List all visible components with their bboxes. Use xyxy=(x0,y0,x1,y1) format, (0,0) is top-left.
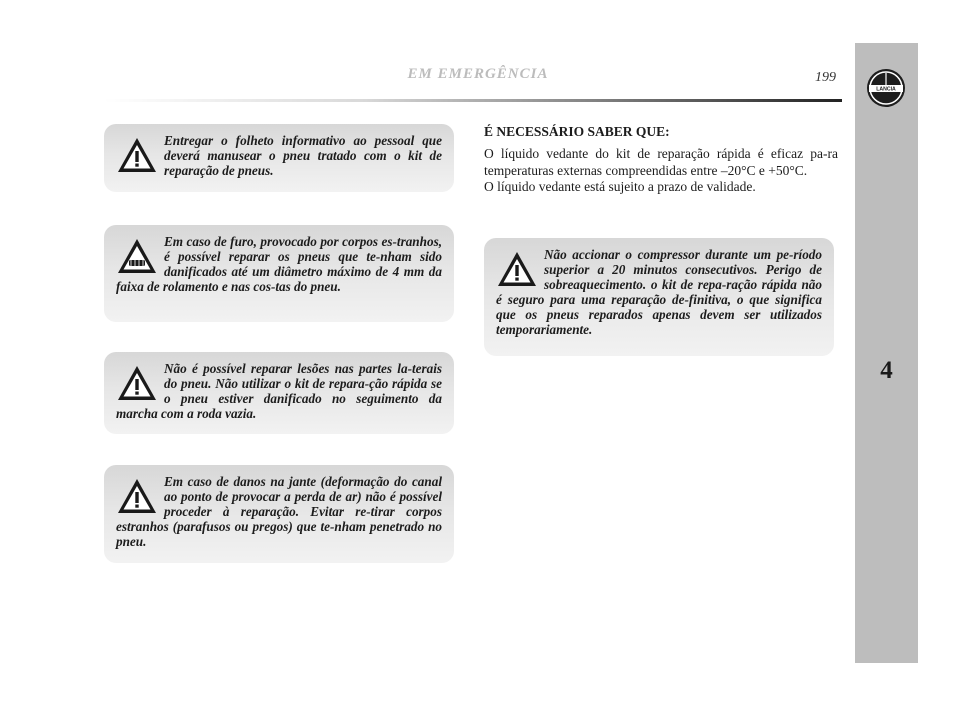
warning-triangle-icon xyxy=(496,249,538,289)
warning-triangle-icon xyxy=(116,135,158,175)
warning-triangle-icon xyxy=(116,363,158,403)
chapter-number: 4 xyxy=(880,357,893,384)
warning-box-puncture xyxy=(104,225,454,322)
chapter-side-tab xyxy=(855,43,918,663)
header-divider xyxy=(104,99,842,102)
warning-text: Em caso de danos na jante (deformação do canal ao ponto de provocar a perda de ar) não é possível proceder à reparação. Evitar re-tirar corpos estranhos (parafusos ou pregos) que te-nham penetrado no pneu. xyxy=(116,474,442,549)
warning-text: Entregar o folheto informativo ao pessoal que deverá manusear o pneu tratado com o kit de reparação de pneus. xyxy=(164,133,442,178)
warning-box-sidewall xyxy=(104,352,454,434)
body-paragraph: O líquido vedante está sujeito a prazo de validade. xyxy=(484,179,756,194)
page-header-title: EM EMERGÊNCIA xyxy=(407,66,549,82)
warning-text: Não accionar o compressor durante um pe-ríodo superior a 20 minutos consecutivos. Perigo de sobreaquecimento. o kit de repa-ração rápida não é seguro para uma reparação de-finitiva, o que significa que os pneus reparados apenas devem ser utilizados temporariamente. xyxy=(496,247,822,337)
warning-box-leaflet xyxy=(104,124,454,192)
svg-text:LANCIA: LANCIA xyxy=(876,86,896,93)
body-text xyxy=(484,146,838,196)
warning-box-rim xyxy=(104,465,454,563)
body-paragraph: O líquido vedante do kit de reparação rápida é eficaz pa-ra temperaturas externas compreendidas entre –20°C e +50°C. xyxy=(484,146,838,178)
page-number: 199 xyxy=(815,70,836,85)
section-heading: É NECESSÁRIO SABER QUE: xyxy=(484,124,670,139)
warning-triangle-tyre-icon xyxy=(116,236,158,276)
lancia-logo-icon xyxy=(865,67,907,109)
warning-text: Não é possível reparar lesões nas partes la-terais do pneu. Não utilizar o kit de repara-ção rápida se o pneu estiver danificado no seguimento da marcha com a roda vazia. xyxy=(116,361,442,421)
warning-triangle-icon xyxy=(116,476,158,516)
warning-text: Em caso de furo, provocado por corpos es-tranhos, é possível reparar os pneus que te-nham sido danificados até um diâmetro máximo de 4 mm da faixa de rolamento e nas cos-tas do pneu. xyxy=(116,234,442,294)
warning-box-compressor xyxy=(484,238,834,356)
